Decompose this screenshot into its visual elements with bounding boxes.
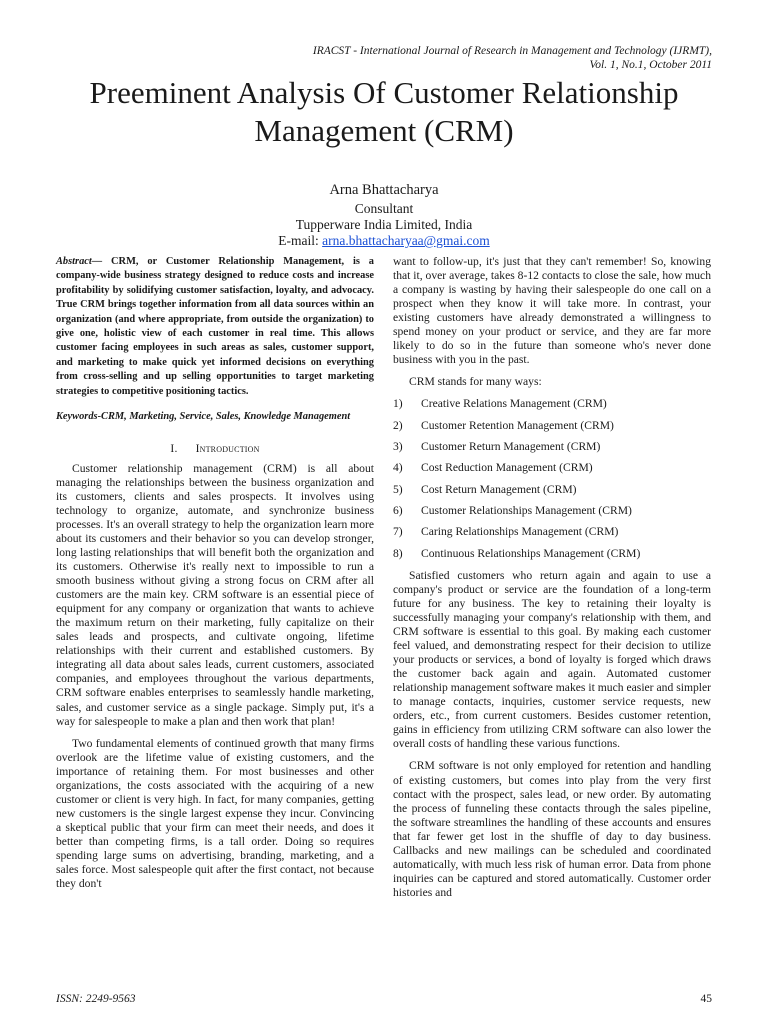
list-text: Creative Relations Management (CRM) — [421, 397, 607, 411]
paragraph: CRM software is not only employed for retention and handling of existing customers, but comes into play from the very first contact with the prospect, sales lead, or new order. By automating the process of funneling these contacts through the sales pipeline, the software streamlines the handling of these accounts and ensures that far fewer get lost in the shuffle of day to day business. Callbacks and new mailings can be scheduled and coordinated automatically, with much less risk of human error. Data from phone inquiries can be captured and stored automatically. Customer order histories and — [393, 759, 711, 899]
crm-meanings-list — [393, 397, 711, 560]
abstract-label: Abstract— — [56, 256, 103, 267]
paragraph: Customer relationship management (CRM) is all about managing the relationships between the business organization and its customers, clients and sales prospects. It involves using technology to organize, automate, and synchronize business processes. It's an overall strategy to help the organization learn more about its customers and their behavior so you can develop stronger, long lasting relationships that will benefit both the organization and its customers. Otherwise it's really next to impossible to run a smooth business without giving a strong focus on CRM after all customers are the main key. CRM software is an essential piece of equipment for any company or organization that wants to achieve the maximum return on their marketing, fully capitalize on their sales leads and prospects, and cultivate ongoing, lifetime relationships with their current and established customers. By integrating all data about sales leads, current customers, associated companies, and employees throughout the various departments, CRM software enables enterprises to seamlessly handle marketing, sales, and customer service as a single package. Simply put, it's a way for salespeople to make a plan and then work that plan! — [56, 461, 374, 728]
paragraph: Two fundamental elements of continued growth that many firms overlook are the lifetime value of existing customers, and the importance of retaining them. For most businesses and other organizations, the costs associated with the acquiring of a new customer or client is very high. In fact, for many companies, getting new customers is the single largest expense they incur. Convincing a skeptical public that your firm can meet their needs, and does it better than competing firms, is a tall order. Doing so requires spending large sums on advertising, branding, marketing, and a sales force. Most salespeople quit after the first contact, not because they don't — [56, 736, 374, 891]
email-label: E-mail: — [278, 233, 323, 248]
list-number: 8) — [393, 546, 403, 560]
abstract — [56, 255, 374, 399]
list-item — [393, 440, 711, 454]
journal-header — [313, 44, 712, 72]
list-number: 4) — [393, 461, 403, 475]
author-name: Arna Bhattacharya — [329, 182, 439, 198]
list-text: Customer Retention Management (CRM) — [421, 418, 614, 432]
paper-title: Preeminent Analysis Of Customer Relationship Management (CRM) — [89, 75, 679, 148]
list-item — [393, 461, 711, 475]
right-column — [393, 255, 711, 908]
section-number: I. — [170, 441, 178, 455]
list-item — [393, 547, 711, 561]
abstract-text: CRM, or Customer Relationship Management, is a company-wide business strategy designed to reduce costs and increase profitability by solidifying customer satisfaction, loyalty, and advocacy. True CRM brings together information from all data sources within an organization (and where appropriate, from outside the organization) to give one, holistic view of each customer in real time. This allows customer facing employees in such areas as sales, customer support, and marketing to make quick yet informed decisions on everything from cross-selling and up selling opportunities to target marketing strategies to competitive positioning tactics. — [56, 256, 374, 397]
list-text: Cost Return Management (CRM) — [421, 482, 577, 496]
left-column — [56, 255, 374, 899]
list-item — [393, 483, 711, 497]
author-email-line — [0, 233, 768, 249]
list-item — [393, 525, 711, 539]
page-number: 45 — [700, 993, 712, 1005]
list-text: Cost Reduction Management (CRM) — [421, 461, 593, 475]
section-heading — [56, 442, 374, 456]
list-item — [393, 504, 711, 518]
list-number: 5) — [393, 482, 403, 496]
journal-volume: Vol. 1, No.1, October 2011 — [589, 59, 712, 71]
section-title: Introduction — [195, 441, 260, 455]
list-number: 7) — [393, 525, 403, 539]
author-block — [0, 182, 768, 249]
list-text: Continuous Relationships Management (CRM) — [421, 546, 641, 560]
list-number: 6) — [393, 504, 403, 518]
crm-list-intro: CRM stands for many ways: — [409, 375, 542, 389]
author-role: Consultant — [354, 201, 414, 216]
journal-name: IRACST - International Journal of Research in Management and Technology (IJRMT), — [312, 45, 712, 57]
email-link[interactable]: arna.bhattacharyaa@gmai.com — [322, 233, 490, 248]
list-text: Customer Return Management (CRM) — [421, 440, 601, 454]
list-item — [393, 397, 711, 411]
paragraph: Satisfied customers who return again and again to use a company's product or service are the foundation of a long-term future for any business. The key to retaining their loyalty is successfully managing your company's relationship with them, and CRM software is essential to this goal. By making each customer feel valued, and demonstrating respect for their decision to utilize your products or services, a bond of loyalty is forged which draws the customer back again and again. Automated customer relationship management software makes it much easier and simpler to manage contacts, inquiries, customer service requests, new orders, etc., from current customers. Besides customer retention, gains in efficiency from utilizing CRM software can also lower the overall costs of handling these various functions. — [393, 568, 711, 751]
author-affiliation: Tupperware India Limited, India — [295, 217, 473, 232]
paragraph: want to follow-up, it's just that they can't remember! So, knowing that it, over average, takes 8-12 contacts to close the sale, how much a company is wasting by having their salespeople do one call on a prospect when they know it will take more. In contrast, your existing customers have already demonstrated a willingness to spend money on your product or service, and they are far more likely to do so in the future than someone who's never done business with you in the past. — [393, 255, 711, 367]
footer-issn: ISSN: 2249-9563 — [56, 993, 136, 1005]
list-number: 1) — [393, 397, 403, 411]
list-item — [393, 419, 711, 433]
list-text: Customer Relationships Management (CRM) — [421, 504, 632, 518]
list-number: 2) — [393, 418, 403, 432]
list-text: Caring Relationships Management (CRM) — [421, 525, 619, 539]
list-number: 3) — [393, 440, 403, 454]
keywords: Keywords-CRM, Marketing, Service, Sales, Knowledge Management — [56, 411, 351, 423]
